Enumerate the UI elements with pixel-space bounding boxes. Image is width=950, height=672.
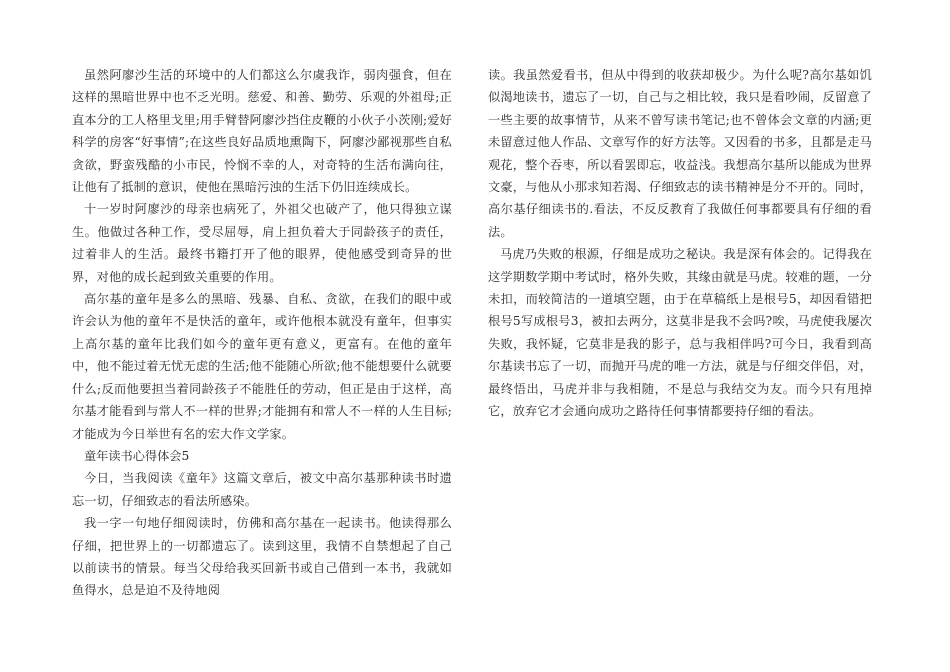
left-column bbox=[72, 64, 452, 602]
paragraph: 十一岁时阿廖沙的母亲也病死了，外祖父也破产了，他只得独立谋生。他做过各种工作，受尽屈辱，肩上担负着大于同龄孩子的责任，过着非人的生活。最终书籍打开了他的眼界，使他感受到奇异的世界，对他的成长起到致关重要的作用。 bbox=[72, 202, 452, 284]
paragraph: 马虎乃失败的根源，仔细是成功之秘诀。我是深有体会的。记得我在这学期数学期中考试时，格外失败，其缘由就是马虎。较难的题，一分未扣，而较简洁的一道填空题，由于在草稿纸上是根号5，却因看错把根号5写成根号3，被扣去两分，这莫非是我不会吗?唉，马虎使我屡次失败，我怀疑，它莫非是我的影子，总与我相伴吗?可今日，我看到高尔基读书忘了一切，而抛开马虎的唯一方法，就是与仔细交伴侣，对，最终悟出，马虎并非与我相随，不是总与我结交为友。而今只有甩掉它，放弃它才会通向成功之路待任何事情都要持仔细的看法。 bbox=[488, 247, 872, 419]
section-heading: 童年读书心得体会5 bbox=[84, 448, 190, 463]
paragraph: 虽然阿廖沙生活的环境中的人们都这么尔虞我诈，弱肉强食，但在这样的黑暗世界中也不乏光明。慈爱、和善、勤劳、乐观的外祖母;正直本分的工人格里戈里;用手臂替阿廖沙挡住皮鞭的小伙子小茨刚;爱好科学的房客“好事情”;在这些良好品质地熏陶下，阿廖沙鄙视那些自私贪欲，野蛮残酷的小市民，怜悯不幸的人，对奇特的生活布满向往，让他有了抵制的意识，使他在黑暗污浊的生活下仍旧连续成长。 bbox=[72, 68, 452, 195]
right-column bbox=[488, 64, 872, 423]
paragraph: 高尔基的童年是多么的黑暗、残暴、自私、贪欲，在我们的眼中或许会认为他的童年不是快活的童年，或许他根本就没有童年，但事实上高尔基的童年比我们如今的童年更有意义，更富有。在他的童年中，他不能过着无忧无虑的生活;他不能随心所欲;他不能想要什么就要什么;反而他要担当着同龄孩子不能胜任的劳动，但正是由于这样，高尔基才能看到与常人不一样的世界;才能拥有和常人不一样的人生目标;才能成为今日举世有名的宏大作文学家。 bbox=[72, 292, 452, 441]
paragraph: 读。我虽然爱看书，但从中得到的收获却极少。为什么呢?高尔基如饥似渴地读书，遗忘了一切，自己与之相比较，我只是看吵闹，反留意了一些主要的故事情节，从来不曾写读书笔记;也不曾体会文章的内涵;更未留意过他人作品、文章写作的好方法等。又因看的书多，且都是走马观花，整个吞枣，所以看罢即忘，收益浅。我想高尔基所以能成为世界文豪，与他从小那求知若渴、仔细致志的读书精神是分不开的。同时，高尔基仔细读书的.看法，不反反教育了我做任何事都要具有仔细的看法。 bbox=[488, 68, 872, 239]
paragraph: 今日，当我阅读《童年》这篇文章后，被文中高尔基那种读书时遗忘一切，仔细致志的看法所感染。 bbox=[72, 471, 452, 508]
paragraph: 我一字一句地仔细阅读时，仿佛和高尔基在一起读书。他读得那么仔细，把世界上的一切都遗忘了。读到这里，我情不自禁想起了自己以前读书的情景。每当父母给我买回新书或自己借到一本书，我就如鱼得水，总是迫不及待地阅 bbox=[72, 516, 452, 598]
